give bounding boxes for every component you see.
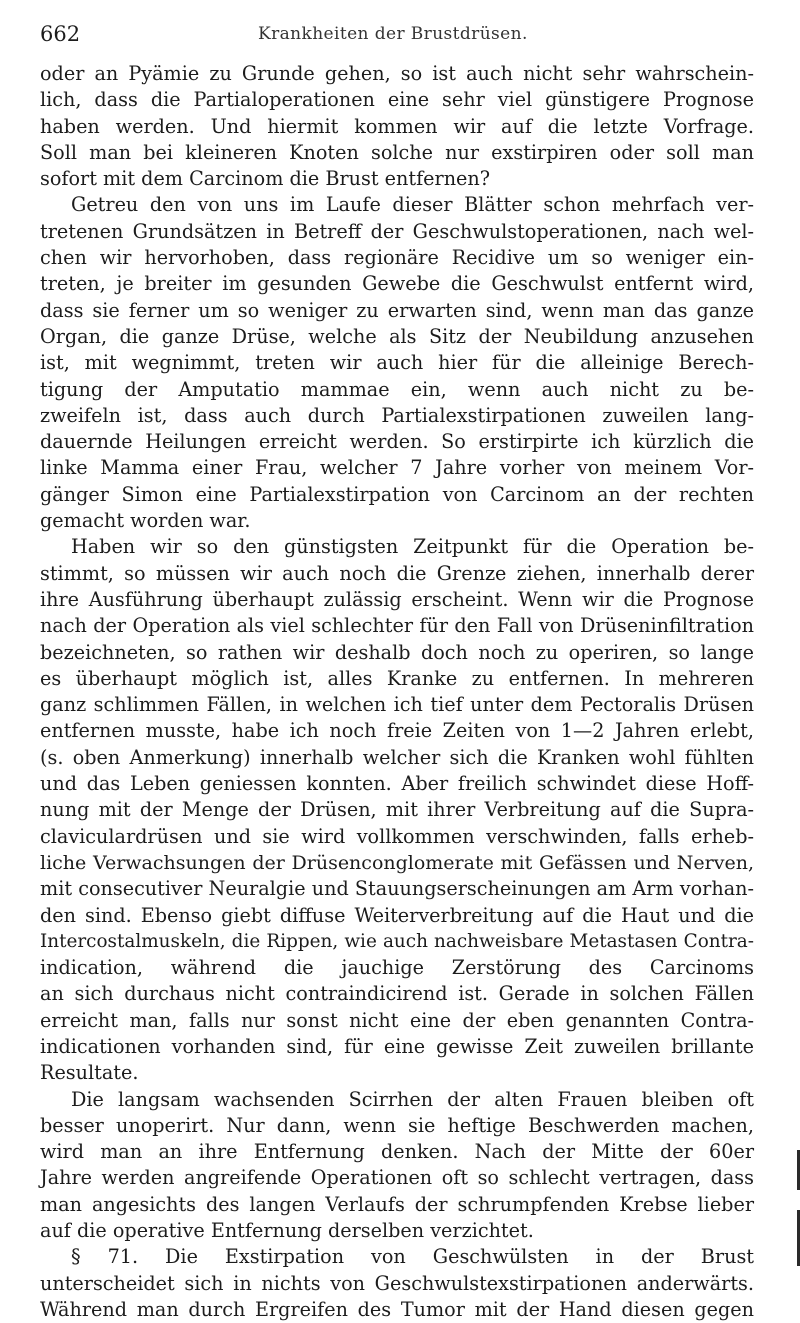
text-line: oder an Pyämie zu Grunde gehen, so ist auch nicht sehr wahrschein- bbox=[40, 62, 754, 85]
text-line: nach der Operation als viel schlechter für den Fall von Drüseninfiltration bbox=[40, 614, 754, 638]
text-line: liche Verwachsungen der Drüsenconglomerate mit Gefässen und Nerven, bbox=[40, 851, 754, 874]
text-line: ihre Ausführung überhaupt zulässig erscheint. Wenn wir die Prognose bbox=[40, 587, 754, 611]
text-line: sofort mit dem Carcinom die Brust entfernen? bbox=[40, 167, 491, 191]
text-line: gänger Simon eine Partialexstirpation von Carcinom an der rechten bbox=[40, 482, 754, 506]
text-line: Die langsam wachsenden Scirrhen der alten Frauen bleiben oft bbox=[71, 1087, 754, 1111]
text-line: dass sie ferner um so weniger zu erwarten sind, wenn man das ganze bbox=[40, 298, 754, 322]
text-line: gemacht worden war. bbox=[40, 509, 251, 533]
text-line: indicationen vorhanden sind, für eine gewisse Zeit zuweilen brillante bbox=[40, 1034, 754, 1058]
text-line: tigung der Amputatio mammae ein, wenn auch nicht zu be- bbox=[40, 377, 754, 401]
text-line: (s. oben Anmerkung) innerhalb welcher sich die Kranken wohl fühlten bbox=[40, 745, 754, 769]
text-line: an sich durchaus nicht contraindicirend ist. Gerade in solchen Fällen bbox=[40, 982, 754, 1006]
text-line: entfernen musste, habe ich noch freie Zeiten von 1—2 Jahren erlebt, bbox=[40, 719, 754, 743]
text-line: stimmt, so müssen wir auch noch die Grenze ziehen, innerhalb derer bbox=[40, 561, 754, 585]
text-line: ist, mit wegnimmt, treten wir auch hier für die alleinige Berech- bbox=[40, 351, 754, 375]
text-line: es überhaupt möglich ist, alles Kranke zu entfernen. In mehreren bbox=[40, 666, 754, 690]
text-line: tretenen Grundsätzen in Betreff der Geschwulstoperationen, nach wel- bbox=[40, 219, 754, 243]
text-line: lich, dass die Partialoperationen eine sehr viel günstigere Prognose bbox=[40, 88, 754, 112]
text-line: erreicht man, falls nur sonst nicht eine der eben genannten Contra- bbox=[40, 1008, 754, 1032]
text-line: wird man an ihre Entfernung denken. Nach der Mitte der 60er bbox=[40, 1140, 754, 1164]
text-line: treten, je breiter im gesunden Gewebe die Geschwulst entfernt wird, bbox=[40, 272, 754, 296]
text-line: man angesichts des langen Verlaufs der schrumpfenden Krebse lieber bbox=[40, 1192, 754, 1216]
text-line: den sind. Ebenso giebt diffuse Weiterverbreitung auf die Haut und die bbox=[40, 903, 754, 927]
page-number: 662 bbox=[40, 22, 81, 46]
text-line: indication, während die jauchige Zerstörung des Carcinoms bbox=[40, 956, 754, 980]
body-text bbox=[40, 61, 754, 1323]
text-line: bezeichneten, so rathen wir deshalb doch noch zu operiren, so lange bbox=[40, 640, 754, 664]
text-line: nung mit der Menge der Drüsen, mit ihrer Verbreitung auf die Supra- bbox=[40, 798, 754, 822]
running-title: Krankheiten der Brustdrüsen. bbox=[258, 24, 528, 44]
text-line: chen wir hervorhoben, dass regionäre Recidive um so weniger ein- bbox=[40, 246, 754, 270]
text-line: Organ, die ganze Drüse, welche als Sitz der Neubildung anzusehen bbox=[40, 324, 754, 348]
running-header bbox=[40, 22, 740, 52]
text-line: Intercostalmuskeln, die Rippen, wie auch nachweisbare Metastasen Contra- bbox=[40, 930, 754, 952]
text-line: unterscheidet sich in nichts von Geschwulstexstirpationen anderwärts. bbox=[40, 1271, 754, 1295]
text-line: ganz schlimmen Fällen, in welchen ich tief unter dem Pectoralis Drüsen bbox=[40, 693, 754, 717]
text-line: linke Mamma einer Frau, welcher 7 Jahre vorher von meinem Vor- bbox=[40, 456, 754, 480]
text-line: Während man durch Ergreifen des Tumor mit der Hand diesen gegen bbox=[40, 1297, 754, 1321]
text-line: besser unoperirt. Nur dann, wenn sie heftige Beschwerden machen, bbox=[40, 1113, 754, 1137]
text-line: § 71. Die Exstirpation von Geschwülsten in der Brust bbox=[71, 1245, 754, 1269]
text-line: Soll man bei kleineren Knoten solche nur exstirpiren oder soll man bbox=[40, 140, 754, 164]
text-line: und das Leben geniessen konnten. Aber freilich schwindet diese Hoff- bbox=[40, 772, 754, 796]
text-line: claviculardrüsen und sie wird vollkommen verschwinden, falls erheb- bbox=[40, 824, 754, 848]
text-line: Jahre werden angreifende Operationen oft so schlecht vertragen, dass bbox=[40, 1166, 754, 1190]
text-line: Getreu den von uns im Laufe dieser Blätter schon mehrfach ver- bbox=[71, 193, 754, 217]
text-line: Resultate. bbox=[40, 1061, 139, 1085]
text-line: zweifeln ist, dass auch durch Partialexstirpationen zuweilen lang- bbox=[40, 403, 754, 427]
text-line: haben werden. Und hiermit kommen wir auf die letzte Vorfrage. bbox=[40, 114, 754, 138]
text-line: mit consecutiver Neuralgie und Stauungserscheinungen am Arm vorhan- bbox=[40, 877, 754, 901]
text-line: Haben wir so den günstigsten Zeitpunkt für die Operation be- bbox=[71, 535, 754, 559]
text-line: auf die operative Entfernung derselben verzichtet. bbox=[40, 1219, 534, 1243]
text-line: dauernde Heilungen erreicht werden. So erstirpirte ich kürzlich die bbox=[40, 430, 754, 454]
